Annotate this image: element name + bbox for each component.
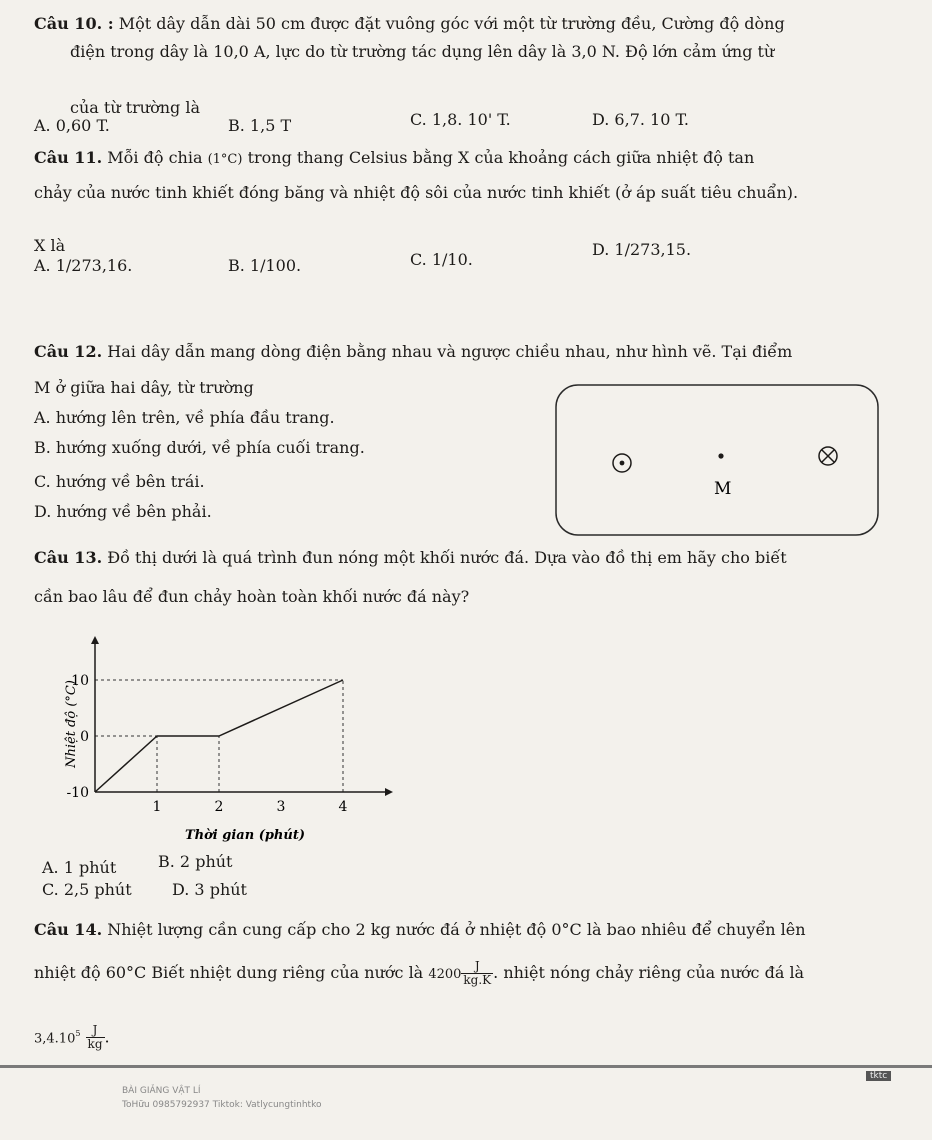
q13-line1: Câu 13. Đồ thị dưới là quá trình đun nóng một khối nước đá. Dựa vào đồ thị em hãy cho biết	[34, 548, 787, 567]
q10-option-a: A. 0,60 T.	[34, 116, 110, 135]
q13-option-d: D. 3 phút	[172, 880, 247, 899]
q12-option-a: A. hướng lên trên, về phía đầu trang.	[34, 408, 335, 427]
x-tick-label: 2	[214, 799, 224, 815]
q11-line3: X là	[34, 236, 66, 255]
q14-line3: 3,4.10$^5$ $\frac{J}{kg}$ .	[34, 1023, 110, 1052]
x-tick-label: 1	[152, 799, 162, 815]
footer-rule	[0, 1065, 932, 1068]
x-axis-label: Thời gian (phút)	[185, 828, 305, 842]
y-tick-label: 0	[80, 729, 89, 745]
current-out-of-page-icon	[613, 454, 631, 472]
footer-title: BÀI GIẢNG VẬT LÍ	[122, 1086, 201, 1096]
q13-heating-chart	[55, 632, 395, 842]
figure-frame	[556, 385, 878, 535]
q12-line2: M ở giữa hai dây, từ trường	[34, 378, 254, 397]
q11-option-a: A. 1/273,16.	[34, 256, 133, 275]
x-tick-label: 3	[276, 799, 286, 815]
q11-option-d: D. 1/273,15.	[592, 240, 692, 259]
q12-line1: Câu 12. Hai dây dẫn mang dòng điện bằng nhau và ngược chiều nhau, như hình vẽ. Tại điểm	[34, 342, 793, 361]
q14-line1: Câu 14. Nhiệt lượng cần cung cấp cho 2 kg nước đá ở nhiệt độ 0°C là bao nhiêu để chuyển lên	[34, 920, 806, 939]
y-axis-label: Nhiệt độ (°C)	[64, 680, 79, 768]
q11-option-c: C. 1/10.	[410, 250, 473, 269]
q11-label: Câu 11.	[34, 148, 103, 167]
q13-option-b: B. 2 phút	[158, 852, 233, 871]
q10-line2: điện trong dây là 10,0 A, lực do từ trường tác dụng lên dây là 3,0 N. Độ lớn cảm ứng từ	[70, 42, 775, 61]
point-m-dot	[718, 453, 723, 458]
q13-line2: cần bao lâu để đun chảy hoàn toàn khối nước đá này?	[34, 587, 470, 606]
l-fraction: $\frac{J}{kg}$	[87, 1023, 103, 1052]
q10-option-c: C. 1,8. 10' T.	[410, 110, 511, 129]
q13-option-c: C. 2,5 phút	[42, 880, 132, 899]
q11-line2: chảy của nước tinh khiết đóng băng và nhiệt độ sôi của nước tinh khiết (ở áp suất tiêu chuẩn).	[34, 183, 799, 202]
x-tick-label: 4	[338, 799, 348, 815]
y-tick-label: 10	[71, 673, 89, 689]
q10-line1: Câu 10. : Một dây dẫn dài 50 cm được đặt vuông góc với một từ trường đều, Cường độ dòng	[34, 14, 785, 33]
q10-option-b: B. 1,5 T	[228, 116, 292, 135]
q10-line3: của từ trường là	[70, 98, 201, 117]
current-into-page-icon	[819, 447, 837, 465]
q13-option-a: A. 1 phút	[42, 858, 117, 877]
c-fraction: $\frac{J}{kg.K}$	[463, 959, 492, 987]
footer-logo: tktc	[866, 1071, 891, 1081]
q11-line1: Câu 11. Mỗi độ chia (1°C) trong thang Celsius bằng X của khoảng cách giữa nhiệt độ tan	[34, 148, 755, 167]
q11-option-b: B. 1/100.	[228, 256, 302, 275]
footer-contact: ToHữu 0985792937 Tiktok: Vatlycungtinhtko	[122, 1100, 322, 1110]
q10-option-d: D. 6,7. 10 T.	[592, 110, 689, 129]
point-m-label: M	[714, 479, 732, 499]
y-axis-arrow-icon	[91, 636, 99, 644]
q12-option-d: D. hướng về bên phải.	[34, 502, 212, 521]
q14-label: Câu 14.	[34, 920, 103, 939]
y-tick-label: -10	[66, 785, 89, 801]
q12-wire-figure	[555, 384, 879, 536]
q13-label: Câu 13.	[34, 548, 103, 567]
q10-label: Câu 10. :	[34, 14, 114, 33]
q12-label: Câu 12.	[34, 342, 103, 361]
q14-line2: nhiệt độ 60°C Biết nhiệt dung riêng của nước là 4200 $\frac{J}{kg.K}$ . nhiệt nóng chảy riêng của nước đá là	[34, 959, 805, 987]
q12-option-c: C. hướng về bên trái.	[34, 472, 205, 491]
q12-option-b: B. hướng xuống dưới, về phía cuối trang.	[34, 438, 365, 457]
x-axis-arrow-icon	[385, 788, 393, 796]
